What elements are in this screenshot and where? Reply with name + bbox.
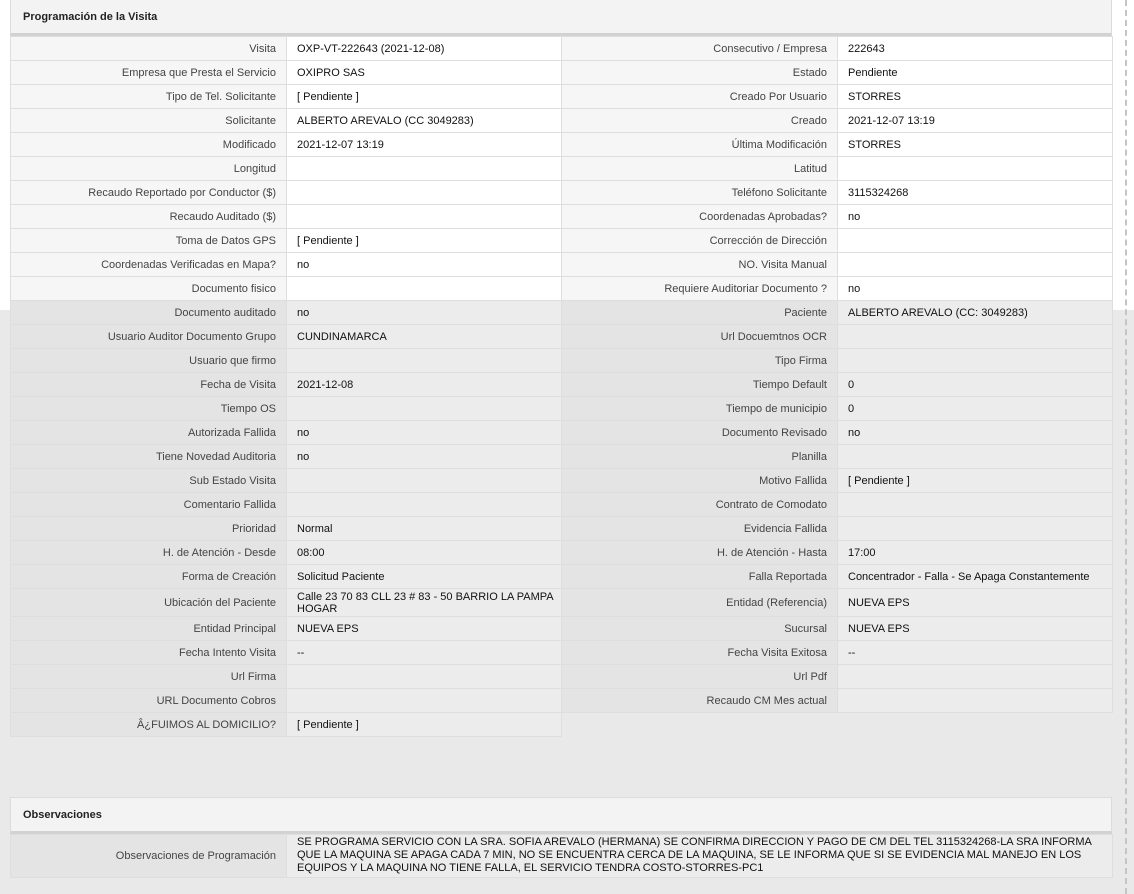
field-label: Documento fisico <box>11 277 287 301</box>
field-value <box>838 253 1113 277</box>
field-value <box>287 349 562 373</box>
field-label: Fecha Intento Visita <box>11 641 287 665</box>
field-value: no <box>287 421 562 445</box>
field-value <box>287 205 562 229</box>
field-value <box>838 689 1113 713</box>
observaciones-value: SE PROGRAMA SERVICIO CON LA SRA. SOFIA AREVALO (HERMANA) SE CONFIRMA DIRECCION Y PAGO DE CM DEL TEL 3115324268-LA SRA INFORMA QUE LA MAQUINA SE APAGA CADA 7 MIN, NO SE ENCUENTRA CERCA DE LA MAQUINA, SE LE INFORMA QUE SI SE EVIDENCIA MAL MANEJO EN LOS EQUIPOS Y LA MAQUINA NO TIENE FALLA, EL SERVICIO TENDRA COSTO-STORRES-PC1 <box>287 835 1113 878</box>
field-label: Última Modificación <box>562 133 838 157</box>
field-value: no <box>287 253 562 277</box>
field-value: 222643 <box>838 37 1113 61</box>
field-label: Tiempo Default <box>562 373 838 397</box>
observaciones-table <box>10 834 1113 878</box>
field-value: Normal <box>287 517 562 541</box>
field-value: 2021-12-08 <box>287 373 562 397</box>
field-value: ALBERTO AREVALO (CC: 3049283) <box>838 301 1113 325</box>
field-label: Motivo Fallida <box>562 469 838 493</box>
field-value <box>287 665 562 689</box>
field-value <box>287 277 562 301</box>
table-row <box>11 253 1113 277</box>
observaciones-label: Observaciones de Programación <box>11 835 287 878</box>
field-label: Planilla <box>562 445 838 469</box>
table-row <box>11 205 1113 229</box>
field-value: [ Pendiente ] <box>287 85 562 109</box>
table-row <box>11 517 1113 541</box>
field-label: Estado <box>562 61 838 85</box>
field-label: Empresa que Presta el Servicio <box>11 61 287 85</box>
field-label: Creado <box>562 109 838 133</box>
field-label: Forma de Creación <box>11 565 287 589</box>
field-value: Concentrador - Falla - Se Apaga Constantemente <box>838 565 1113 589</box>
visit-details-table <box>10 36 1113 737</box>
field-value: 0 <box>838 373 1113 397</box>
table-row <box>11 421 1113 445</box>
field-value-text: Calle 23 70 83 CLL 23 # 83 - 50 BARRIO LA PAMPA HOGAR <box>297 590 553 615</box>
table-row <box>11 61 1113 85</box>
table-row <box>11 301 1113 325</box>
table-row <box>11 835 1113 878</box>
field-label: Requiere Auditoriar Documento ? <box>562 277 838 301</box>
field-label: Tiempo de municipio <box>562 397 838 421</box>
field-label: Teléfono Solicitante <box>562 181 838 205</box>
field-value: -- <box>838 641 1113 665</box>
field-value: 17:00 <box>838 541 1113 565</box>
field-label: Corrección de Dirección <box>562 229 838 253</box>
field-label: Longitud <box>11 157 287 181</box>
table-row <box>11 493 1113 517</box>
field-value <box>838 157 1113 181</box>
field-value <box>287 689 562 713</box>
field-label: Fecha Visita Exitosa <box>562 641 838 665</box>
field-label: Prioridad <box>11 517 287 541</box>
field-value: [ Pendiente ] <box>287 229 562 253</box>
field-label: NO. Visita Manual <box>562 253 838 277</box>
panel-title: Programación de la Visita <box>10 0 1112 36</box>
table-row <box>11 133 1113 157</box>
field-label: Evidencia Fallida <box>562 517 838 541</box>
table-row <box>11 665 1113 689</box>
field-value: Pendiente <box>838 61 1113 85</box>
field-label: Ubicación del Paciente <box>11 589 287 617</box>
field-label: URL Documento Cobros <box>11 689 287 713</box>
field-label: Toma de Datos GPS <box>11 229 287 253</box>
table-row <box>11 589 1113 617</box>
table-row <box>11 277 1113 301</box>
field-label: Tiempo OS <box>11 397 287 421</box>
table-row <box>11 565 1113 589</box>
field-value: 3115324268 <box>838 181 1113 205</box>
field-label: Url Docuemtnos OCR <box>562 325 838 349</box>
field-label: H. de Atención - Hasta <box>562 541 838 565</box>
field-value <box>287 181 562 205</box>
field-value: NUEVA EPS <box>287 617 562 641</box>
field-label: Tiene Novedad Auditoria <box>11 445 287 469</box>
field-label: Url Pdf <box>562 665 838 689</box>
table-row <box>11 157 1113 181</box>
field-value: STORRES <box>838 133 1113 157</box>
field-value <box>287 493 562 517</box>
field-label: Solicitante <box>11 109 287 133</box>
field-value: no <box>287 301 562 325</box>
field-value: NUEVA EPS <box>838 617 1113 641</box>
field-label: Paciente <box>562 301 838 325</box>
field-value <box>838 517 1113 541</box>
field-label: Recaudo Reportado por Conductor ($) <box>11 181 287 205</box>
table-row <box>11 325 1113 349</box>
field-label: Coordenadas Aprobadas? <box>562 205 838 229</box>
field-label: Documento auditado <box>11 301 287 325</box>
table-row <box>11 713 1113 737</box>
field-label: Visita <box>11 37 287 61</box>
field-value <box>838 445 1113 469</box>
table-row <box>11 181 1113 205</box>
field-label: Comentario Fallida <box>11 493 287 517</box>
empty-cell <box>562 713 1113 737</box>
field-label: Usuario Auditor Documento Grupo <box>11 325 287 349</box>
field-value: 2021-12-07 13:19 <box>838 109 1113 133</box>
field-label: Â¿FUIMOS AL DOMICILIO? <box>11 713 287 737</box>
field-label: Consecutivo / Empresa <box>562 37 838 61</box>
table-row <box>11 617 1113 641</box>
field-label: Sub Estado Visita <box>11 469 287 493</box>
field-value: NUEVA EPS <box>838 589 1113 617</box>
observaciones-title: Observaciones <box>10 797 1112 834</box>
field-value: OXP-VT-222643 (2021-12-08) <box>287 37 562 61</box>
table-row <box>11 109 1113 133</box>
field-value: [ Pendiente ] <box>287 713 562 737</box>
field-label: Contrato de Comodato <box>562 493 838 517</box>
field-value: 08:00 <box>287 541 562 565</box>
field-label: Url Firma <box>11 665 287 689</box>
field-value <box>838 349 1113 373</box>
field-label: H. de Atención - Desde <box>11 541 287 565</box>
field-label: Falla Reportada <box>562 565 838 589</box>
field-value: -- <box>287 641 562 665</box>
field-value: OXIPRO SAS <box>287 61 562 85</box>
field-label: Tipo Firma <box>562 349 838 373</box>
field-value: 0 <box>838 397 1113 421</box>
field-label: Fecha de Visita <box>11 373 287 397</box>
table-row <box>11 229 1113 253</box>
field-label: Latitud <box>562 157 838 181</box>
field-label: Creado Por Usuario <box>562 85 838 109</box>
field-value: no <box>838 277 1113 301</box>
field-label: Sucursal <box>562 617 838 641</box>
field-value: Solicitud Paciente <box>287 565 562 589</box>
field-label: Entidad (Referencia) <box>562 589 838 617</box>
field-value: [ Pendiente ] <box>838 469 1113 493</box>
table-row <box>11 349 1113 373</box>
field-value <box>838 229 1113 253</box>
field-label: Entidad Principal <box>11 617 287 641</box>
table-row <box>11 85 1113 109</box>
table-row <box>11 689 1113 713</box>
field-value <box>838 493 1113 517</box>
field-value: no <box>287 445 562 469</box>
field-label: Autorizada Fallida <box>11 421 287 445</box>
table-row <box>11 541 1113 565</box>
field-label: Documento Revisado <box>562 421 838 445</box>
field-label: Recaudo Auditado ($) <box>11 205 287 229</box>
table-row <box>11 445 1113 469</box>
table-row <box>11 397 1113 421</box>
field-value <box>838 665 1113 689</box>
field-label: Modificado <box>11 133 287 157</box>
dashed-border <box>1125 0 1127 894</box>
field-value: ALBERTO AREVALO (CC 3049283) <box>287 109 562 133</box>
table-row <box>11 641 1113 665</box>
field-label: Tipo de Tel. Solicitante <box>11 85 287 109</box>
table-row <box>11 373 1113 397</box>
field-label: Coordenadas Verificadas en Mapa? <box>11 253 287 277</box>
table-row <box>11 469 1113 493</box>
field-value <box>287 397 562 421</box>
field-value: no <box>838 421 1113 445</box>
field-label: Usuario que firmo <box>11 349 287 373</box>
field-value: no <box>838 205 1113 229</box>
field-value <box>287 589 562 617</box>
table-row <box>11 37 1113 61</box>
field-value <box>287 157 562 181</box>
field-value <box>287 469 562 493</box>
field-value: CUNDINAMARCA <box>287 325 562 349</box>
field-value: STORRES <box>838 85 1113 109</box>
field-value <box>838 325 1113 349</box>
field-value: 2021-12-07 13:19 <box>287 133 562 157</box>
field-label: Recaudo CM Mes actual <box>562 689 838 713</box>
